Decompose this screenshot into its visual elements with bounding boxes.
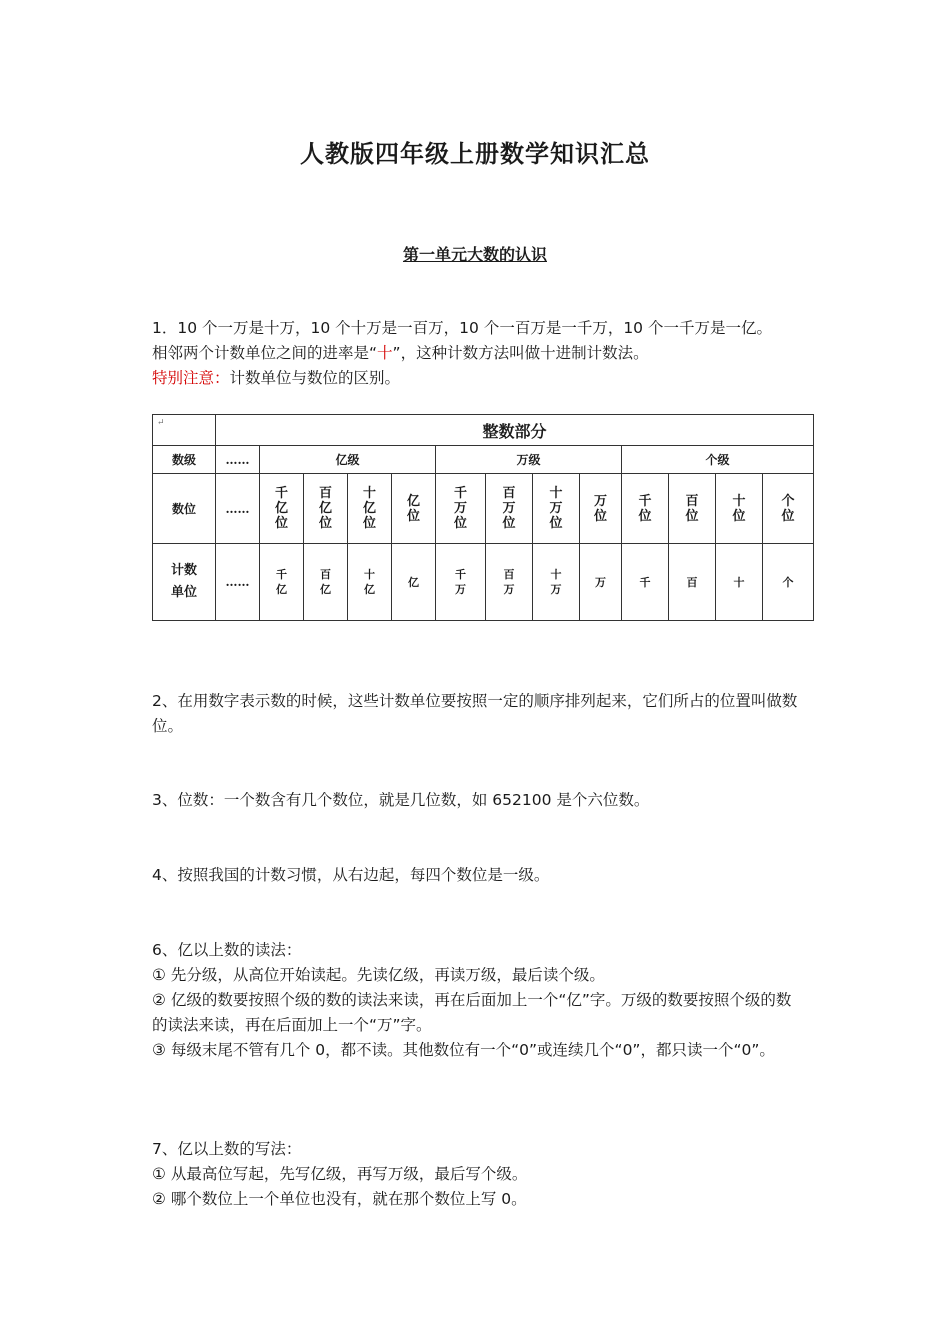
point-4: 4、按照我国的计数习惯，从右边起，每四个数位是一级。 (152, 866, 550, 884)
place-cell: 千位 (622, 474, 669, 544)
point-6-item-3: ③ 每级末尾不管有几个 0，都不读。其他数位有一个“0”或连续几个“0”，都只读一个“0”。 (152, 1041, 775, 1059)
unit-cell: 千 (622, 544, 669, 621)
unit-cell: 千亿 (260, 544, 304, 621)
point-7-item-1: ① 从最高位写起，先写亿级，再写万级，最后写个级。 (152, 1165, 528, 1183)
point-3: 3、位数：一个数含有几个数位，就是几位数，如 652100 是个六位数。 (152, 791, 650, 809)
place-cell: 亿位 (392, 474, 436, 544)
point-6-item-1: ① 先分级，从高位开始读起。先读亿级，再读万级，最后读个级。 (152, 966, 605, 984)
unit-cell: 十 (716, 544, 763, 621)
place-cell: 万位 (580, 474, 622, 544)
point-7-heading: 7、亿以上数的写法： (152, 1140, 302, 1158)
unit-cell: 个 (763, 544, 814, 621)
place-cell: 十万位 (533, 474, 580, 544)
unit-cell: 亿 (392, 544, 436, 621)
point-1-note (152, 366, 802, 391)
place-value-table (152, 414, 813, 620)
table-corner-cell: ↵ (153, 415, 216, 446)
place-ellipsis: …… (216, 474, 260, 544)
note-label: 特别注意： (152, 369, 230, 387)
unit-cell: 百亿 (304, 544, 348, 621)
place-cell: 个位 (763, 474, 814, 544)
place-cell: 百亿位 (304, 474, 348, 544)
document-title: 人教版四年级上册数学知识汇总 (300, 140, 650, 168)
place-cell: 十亿位 (348, 474, 392, 544)
unit-cell: 十亿 (348, 544, 392, 621)
point-6-item-2: ② 亿级的数要按照个级的数的读法来读，再在后面加上一个“亿”字。万级的数要按照个级的数的读法来读，再在后面加上一个“万”字。 (152, 991, 792, 1034)
row-label-place: 数位 (153, 474, 216, 544)
unit-cell: 万 (580, 544, 622, 621)
point-1-text-a: 相邻两个计数单位之间的进率是“ (152, 344, 378, 362)
level-wan: 万级 (436, 446, 622, 474)
level-yi: 亿级 (260, 446, 436, 474)
unit-cell: 百 (669, 544, 716, 621)
unit-cell: 千万 (436, 544, 486, 621)
unit-cell: 十万 (533, 544, 580, 621)
point-1 (152, 316, 802, 391)
point-7-item-2: ② 哪个数位上一个单位也没有，就在那个数位上写 0。 (152, 1190, 527, 1208)
level-ge: 个级 (622, 446, 814, 474)
point-7 (152, 1137, 802, 1212)
table-header: 整数部分 (216, 415, 814, 446)
level-ellipsis: …… (216, 446, 260, 474)
place-cell: 千亿位 (260, 474, 304, 544)
place-cell: 千万位 (436, 474, 486, 544)
unit-cell: 百万 (486, 544, 533, 621)
point-1-line-1: 1．10 个一万是十万，10 个十万是一百万，10 个一百万是一千万，10 个一千万是一亿。 (152, 319, 772, 337)
point-1-highlight: 十 (377, 344, 393, 362)
row-label-unit: 计数单位 (153, 544, 216, 621)
point-1-text-b: ”，这种计数方法叫做十进制计数法。 (392, 344, 649, 362)
point-2: 2、在用数字表示数的时候，这些计数单位要按照一定的顺序排列起来，它们所占的位置叫做数位。 (152, 692, 798, 735)
point-1-line-2 (152, 341, 802, 366)
place-cell: 十位 (716, 474, 763, 544)
place-cell: 百位 (669, 474, 716, 544)
row-label-level: 数级 (153, 446, 216, 474)
place-cell: 百万位 (486, 474, 533, 544)
unit-ellipsis: …… (216, 544, 260, 621)
point-6-heading: 6、亿以上数的读法： (152, 941, 302, 959)
note-text: 计数单位与数位的区别。 (229, 369, 401, 387)
point-6 (152, 938, 802, 1063)
unit-title: 第一单元大数的认识 (402, 245, 547, 264)
